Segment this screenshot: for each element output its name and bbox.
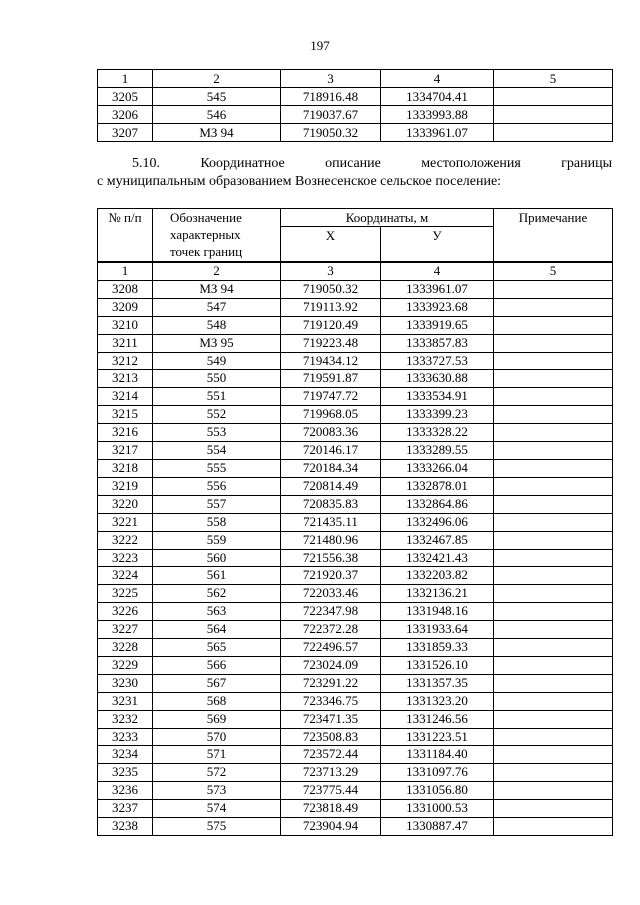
column-number: 1 bbox=[98, 262, 153, 280]
table-row bbox=[98, 352, 613, 370]
table-row bbox=[98, 124, 613, 142]
header-num: № п/п bbox=[98, 209, 153, 263]
point-designation-cell: 568 bbox=[153, 692, 281, 710]
y-coordinate-cell: 1333289.55 bbox=[381, 442, 494, 460]
header-x: Х bbox=[281, 227, 381, 263]
note-cell bbox=[494, 818, 613, 836]
table-row bbox=[98, 298, 613, 316]
y-coordinate-cell: 1334704.41 bbox=[381, 88, 494, 106]
page-number: 197 bbox=[310, 38, 330, 53]
header-designation-line: точек границ bbox=[170, 244, 243, 259]
y-coordinate-cell: 1332203.82 bbox=[381, 567, 494, 585]
point-number-cell: 3236 bbox=[98, 782, 153, 800]
point-number-cell: 3238 bbox=[98, 818, 153, 836]
header-designation-line: характерных bbox=[170, 227, 241, 242]
header-designation-line: Обозначение bbox=[170, 210, 242, 225]
point-designation-cell: 574 bbox=[153, 800, 281, 818]
paragraph-word: 5.10. bbox=[132, 156, 160, 171]
table-row bbox=[98, 746, 613, 764]
note-cell bbox=[494, 442, 613, 460]
note-cell bbox=[494, 549, 613, 567]
point-designation-cell: 554 bbox=[153, 442, 281, 460]
y-coordinate-cell: 1333961.07 bbox=[381, 280, 494, 298]
x-coordinate-cell: 723818.49 bbox=[281, 800, 381, 818]
point-designation-cell: 553 bbox=[153, 424, 281, 442]
y-coordinate-cell: 1333630.88 bbox=[381, 370, 494, 388]
note-cell bbox=[494, 639, 613, 657]
point-designation-cell: 567 bbox=[153, 674, 281, 692]
point-designation-cell: 559 bbox=[153, 531, 281, 549]
table-row bbox=[98, 106, 613, 124]
x-coordinate-cell: 720083.36 bbox=[281, 424, 381, 442]
y-coordinate-cell: 1331526.10 bbox=[381, 656, 494, 674]
point-designation-cell: МЗ 95 bbox=[153, 334, 281, 352]
y-coordinate-cell: 1333993.88 bbox=[381, 106, 494, 124]
note-cell bbox=[494, 800, 613, 818]
note-cell bbox=[494, 531, 613, 549]
note-cell bbox=[494, 352, 613, 370]
table-row bbox=[98, 603, 613, 621]
table-row bbox=[98, 477, 613, 495]
x-coordinate-cell: 723471.35 bbox=[281, 710, 381, 728]
point-designation-cell: 549 bbox=[153, 352, 281, 370]
note-cell bbox=[494, 477, 613, 495]
x-coordinate-cell: 723291.22 bbox=[281, 674, 381, 692]
point-designation-cell: МЗ 94 bbox=[153, 280, 281, 298]
point-number-cell: 3230 bbox=[98, 674, 153, 692]
x-coordinate-cell: 719037.67 bbox=[281, 106, 381, 124]
x-coordinate-cell: 719591.87 bbox=[281, 370, 381, 388]
point-number-cell: 3210 bbox=[98, 316, 153, 334]
note-cell bbox=[494, 495, 613, 513]
y-coordinate-cell: 1333961.07 bbox=[381, 124, 494, 142]
point-number-cell: 3219 bbox=[98, 477, 153, 495]
point-designation-cell: 557 bbox=[153, 495, 281, 513]
column-number: 1 bbox=[98, 70, 153, 88]
x-coordinate-cell: 723508.83 bbox=[281, 728, 381, 746]
column-number: 4 bbox=[381, 262, 494, 280]
column-number: 5 bbox=[494, 262, 613, 280]
note-cell bbox=[494, 692, 613, 710]
table-row bbox=[98, 818, 613, 836]
main-coordinates-table bbox=[97, 208, 613, 836]
x-coordinate-cell: 723572.44 bbox=[281, 746, 381, 764]
y-coordinate-cell: 1333923.68 bbox=[381, 298, 494, 316]
note-cell bbox=[494, 388, 613, 406]
column-number: 3 bbox=[281, 262, 381, 280]
note-cell bbox=[494, 88, 613, 106]
point-designation-cell: 563 bbox=[153, 603, 281, 621]
note-cell bbox=[494, 124, 613, 142]
point-designation-cell: 562 bbox=[153, 585, 281, 603]
table-row bbox=[98, 621, 613, 639]
table-row bbox=[98, 692, 613, 710]
point-number-cell: 3225 bbox=[98, 585, 153, 603]
note-cell bbox=[494, 764, 613, 782]
paragraph-word: границы bbox=[561, 156, 612, 171]
y-coordinate-cell: 1331223.51 bbox=[381, 728, 494, 746]
y-coordinate-cell: 1333534.91 bbox=[381, 388, 494, 406]
point-designation-cell: 550 bbox=[153, 370, 281, 388]
point-number-cell: 3221 bbox=[98, 513, 153, 531]
x-coordinate-cell: 719434.12 bbox=[281, 352, 381, 370]
table-row bbox=[98, 567, 613, 585]
point-number-cell: 3217 bbox=[98, 442, 153, 460]
point-number-cell: 3232 bbox=[98, 710, 153, 728]
table-row bbox=[98, 674, 613, 692]
point-designation-cell: 548 bbox=[153, 316, 281, 334]
x-coordinate-cell: 721556.38 bbox=[281, 549, 381, 567]
x-coordinate-cell: 723024.09 bbox=[281, 656, 381, 674]
note-cell bbox=[494, 603, 613, 621]
column-number: 5 bbox=[494, 70, 613, 88]
table-row bbox=[98, 782, 613, 800]
table-row bbox=[98, 334, 613, 352]
header-note: Примечание bbox=[494, 209, 613, 263]
point-designation-cell: 561 bbox=[153, 567, 281, 585]
point-number-cell: 3235 bbox=[98, 764, 153, 782]
x-coordinate-cell: 721920.37 bbox=[281, 567, 381, 585]
point-number-cell: 3222 bbox=[98, 531, 153, 549]
point-designation-cell: 573 bbox=[153, 782, 281, 800]
x-coordinate-cell: 720814.49 bbox=[281, 477, 381, 495]
table-row bbox=[98, 424, 613, 442]
point-designation-cell: 547 bbox=[153, 298, 281, 316]
point-number-cell: 3216 bbox=[98, 424, 153, 442]
y-coordinate-cell: 1332467.85 bbox=[381, 531, 494, 549]
note-cell bbox=[494, 298, 613, 316]
y-coordinate-cell: 1332864.86 bbox=[381, 495, 494, 513]
point-number-cell: 3205 bbox=[98, 88, 153, 106]
column-number: 3 bbox=[281, 70, 381, 88]
x-coordinate-cell: 722347.98 bbox=[281, 603, 381, 621]
y-coordinate-cell: 1333399.23 bbox=[381, 406, 494, 424]
note-cell bbox=[494, 424, 613, 442]
table-row bbox=[98, 370, 613, 388]
y-coordinate-cell: 1331933.64 bbox=[381, 621, 494, 639]
point-designation-cell: 571 bbox=[153, 746, 281, 764]
point-number-cell: 3237 bbox=[98, 800, 153, 818]
note-cell bbox=[494, 334, 613, 352]
column-number: 2 bbox=[153, 70, 281, 88]
paragraph-line-1 bbox=[97, 155, 612, 173]
y-coordinate-cell: 1332421.43 bbox=[381, 549, 494, 567]
point-designation-cell: 569 bbox=[153, 710, 281, 728]
x-coordinate-cell: 719050.32 bbox=[281, 280, 381, 298]
x-coordinate-cell: 722033.46 bbox=[281, 585, 381, 603]
header-y: У bbox=[381, 227, 494, 263]
point-number-cell: 3220 bbox=[98, 495, 153, 513]
table-row bbox=[98, 88, 613, 106]
y-coordinate-cell: 1333857.83 bbox=[381, 334, 494, 352]
y-coordinate-cell: 1331184.40 bbox=[381, 746, 494, 764]
point-number-cell: 3228 bbox=[98, 639, 153, 657]
section-paragraph bbox=[97, 155, 612, 191]
x-coordinate-cell: 722372.28 bbox=[281, 621, 381, 639]
y-coordinate-cell: 1331056.80 bbox=[381, 782, 494, 800]
x-coordinate-cell: 723713.29 bbox=[281, 764, 381, 782]
point-number-cell: 3224 bbox=[98, 567, 153, 585]
point-number-cell: 3233 bbox=[98, 728, 153, 746]
y-coordinate-cell: 1333919.65 bbox=[381, 316, 494, 334]
point-number-cell: 3214 bbox=[98, 388, 153, 406]
point-number-cell: 3234 bbox=[98, 746, 153, 764]
note-cell bbox=[494, 710, 613, 728]
y-coordinate-cell: 1331859.33 bbox=[381, 639, 494, 657]
note-cell bbox=[494, 746, 613, 764]
table-row bbox=[98, 406, 613, 424]
point-number-cell: 3231 bbox=[98, 692, 153, 710]
point-number-cell: 3212 bbox=[98, 352, 153, 370]
header-designation bbox=[153, 209, 281, 263]
table-row bbox=[98, 531, 613, 549]
top-coordinates-table bbox=[97, 69, 613, 142]
paragraph-word: описание bbox=[325, 156, 381, 171]
point-number-cell: 3209 bbox=[98, 298, 153, 316]
x-coordinate-cell: 719968.05 bbox=[281, 406, 381, 424]
table-row bbox=[98, 459, 613, 477]
main-table-column-numbers bbox=[98, 262, 613, 280]
note-cell bbox=[494, 656, 613, 674]
y-coordinate-cell: 1332136.21 bbox=[381, 585, 494, 603]
table-row bbox=[98, 513, 613, 531]
point-designation-cell: 551 bbox=[153, 388, 281, 406]
header-coordinates: Координаты, м bbox=[281, 209, 494, 227]
note-cell bbox=[494, 106, 613, 124]
point-designation-cell: 575 bbox=[153, 818, 281, 836]
point-designation-cell: 558 bbox=[153, 513, 281, 531]
point-number-cell: 3208 bbox=[98, 280, 153, 298]
note-cell bbox=[494, 621, 613, 639]
y-coordinate-cell: 1330887.47 bbox=[381, 818, 494, 836]
point-designation-cell: 572 bbox=[153, 764, 281, 782]
table-row bbox=[98, 442, 613, 460]
paragraph-word: Координатное bbox=[200, 156, 285, 171]
note-cell bbox=[494, 406, 613, 424]
table-row bbox=[98, 800, 613, 818]
note-cell bbox=[494, 370, 613, 388]
y-coordinate-cell: 1331323.20 bbox=[381, 692, 494, 710]
x-coordinate-cell: 721435.11 bbox=[281, 513, 381, 531]
point-designation-cell: 546 bbox=[153, 106, 281, 124]
paragraph-line-2: с муниципальным образованием Вознесенское сельское поселение: bbox=[97, 174, 502, 189]
table-row bbox=[98, 280, 613, 298]
y-coordinate-cell: 1331000.53 bbox=[381, 800, 494, 818]
paragraph-word: местоположения bbox=[421, 156, 521, 171]
note-cell bbox=[494, 782, 613, 800]
y-coordinate-cell: 1331948.16 bbox=[381, 603, 494, 621]
table-row bbox=[98, 710, 613, 728]
point-number-cell: 3227 bbox=[98, 621, 153, 639]
x-coordinate-cell: 719223.48 bbox=[281, 334, 381, 352]
table-row bbox=[98, 764, 613, 782]
y-coordinate-cell: 1331357.35 bbox=[381, 674, 494, 692]
y-coordinate-cell: 1331097.76 bbox=[381, 764, 494, 782]
point-designation-cell: 556 bbox=[153, 477, 281, 495]
x-coordinate-cell: 721480.96 bbox=[281, 531, 381, 549]
table-row bbox=[98, 495, 613, 513]
table-row bbox=[98, 388, 613, 406]
x-coordinate-cell: 719050.32 bbox=[281, 124, 381, 142]
y-coordinate-cell: 1333727.53 bbox=[381, 352, 494, 370]
table-row bbox=[98, 656, 613, 674]
note-cell bbox=[494, 585, 613, 603]
x-coordinate-cell: 719120.49 bbox=[281, 316, 381, 334]
point-designation-cell: 552 bbox=[153, 406, 281, 424]
x-coordinate-cell: 723904.94 bbox=[281, 818, 381, 836]
x-coordinate-cell: 718916.48 bbox=[281, 88, 381, 106]
x-coordinate-cell: 719747.72 bbox=[281, 388, 381, 406]
x-coordinate-cell: 720146.17 bbox=[281, 442, 381, 460]
point-number-cell: 3206 bbox=[98, 106, 153, 124]
column-number: 4 bbox=[381, 70, 494, 88]
note-cell bbox=[494, 280, 613, 298]
point-designation-cell: 566 bbox=[153, 656, 281, 674]
note-cell bbox=[494, 316, 613, 334]
x-coordinate-cell: 723775.44 bbox=[281, 782, 381, 800]
point-number-cell: 3211 bbox=[98, 334, 153, 352]
point-designation-cell: МЗ 94 bbox=[153, 124, 281, 142]
point-number-cell: 3215 bbox=[98, 406, 153, 424]
y-coordinate-cell: 1333328.22 bbox=[381, 424, 494, 442]
note-cell bbox=[494, 674, 613, 692]
point-designation-cell: 560 bbox=[153, 549, 281, 567]
point-designation-cell: 564 bbox=[153, 621, 281, 639]
x-coordinate-cell: 722496.57 bbox=[281, 639, 381, 657]
table-row bbox=[98, 549, 613, 567]
point-designation-cell: 565 bbox=[153, 639, 281, 657]
point-number-cell: 3213 bbox=[98, 370, 153, 388]
point-designation-cell: 545 bbox=[153, 88, 281, 106]
point-designation-cell: 570 bbox=[153, 728, 281, 746]
point-number-cell: 3223 bbox=[98, 549, 153, 567]
point-number-cell: 3218 bbox=[98, 459, 153, 477]
x-coordinate-cell: 719113.92 bbox=[281, 298, 381, 316]
point-number-cell: 3226 bbox=[98, 603, 153, 621]
point-number-cell: 3229 bbox=[98, 656, 153, 674]
point-designation-cell: 555 bbox=[153, 459, 281, 477]
table-row bbox=[98, 585, 613, 603]
y-coordinate-cell: 1332878.01 bbox=[381, 477, 494, 495]
table-row bbox=[98, 728, 613, 746]
column-number: 2 bbox=[153, 262, 281, 280]
note-cell bbox=[494, 567, 613, 585]
point-number-cell: 3207 bbox=[98, 124, 153, 142]
top-table-column-numbers bbox=[98, 70, 613, 88]
x-coordinate-cell: 720835.83 bbox=[281, 495, 381, 513]
y-coordinate-cell: 1333266.04 bbox=[381, 459, 494, 477]
note-cell bbox=[494, 513, 613, 531]
table-row bbox=[98, 316, 613, 334]
y-coordinate-cell: 1331246.56 bbox=[381, 710, 494, 728]
note-cell bbox=[494, 459, 613, 477]
x-coordinate-cell: 720184.34 bbox=[281, 459, 381, 477]
x-coordinate-cell: 723346.75 bbox=[281, 692, 381, 710]
y-coordinate-cell: 1332496.06 bbox=[381, 513, 494, 531]
table-row bbox=[98, 639, 613, 657]
note-cell bbox=[494, 728, 613, 746]
